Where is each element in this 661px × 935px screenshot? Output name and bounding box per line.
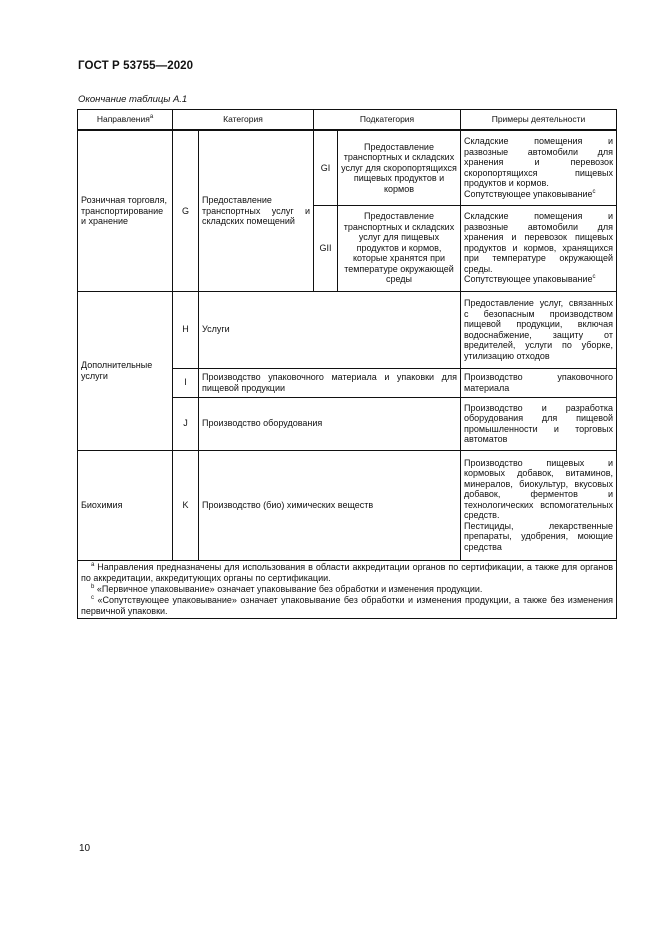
- table-notes: [78, 560, 617, 618]
- subcategory-name-gii: Предоставление транспортных и складских услуг для пищевых продуктов и кормов, которые хранятся при температуре окружающей среды: [338, 205, 461, 291]
- table-header-row: [78, 110, 617, 131]
- example-k: Производство пищевых и кормовых добавок, витаминов, минералов, биокультур, вкусовых добавок, ферментов и технологических вспомогательных средств. Пестициды, лекарственные препараты, удобрения, моющие средства: [461, 450, 617, 560]
- category-code-j: J: [173, 397, 199, 450]
- table-row: [78, 291, 617, 368]
- header-direction: Направления$^а$: [78, 110, 173, 131]
- table-notes-row: [78, 560, 617, 618]
- example-j: Производство и разработка оборудования для пищевой промышленности и торговых автоматов: [461, 397, 617, 450]
- table-caption: Окончание таблицы А.1: [78, 94, 188, 105]
- category-code-i: I: [173, 368, 199, 397]
- header-examples: Примеры деятельности: [461, 110, 617, 131]
- category-code-k: K: [173, 450, 199, 560]
- category-code-h: H: [173, 291, 199, 368]
- category-name-i: Производство упаковочного материала и упаковки для пищевой продукции: [199, 368, 461, 397]
- category-name-h: Услуги: [199, 291, 461, 368]
- table-row: [78, 130, 617, 205]
- subcategory-code-gi: GI: [314, 130, 338, 205]
- example-gii: Складские помещения и развозные автомобили для хранения и перевозок пищевых продуктов и кормов, хранящихся при температуре окружающей среды. Сопутствующее упаковывание$^c$: [461, 205, 617, 291]
- page-number: 10: [79, 843, 91, 854]
- category-name-j: Производство оборудования: [199, 397, 461, 450]
- note-b: $^b$ «Первичное упаковывание» означает упаковывание без обработки и изменения продукции.: [91, 583, 483, 594]
- category-name-k: Производство (био) химических веществ: [199, 450, 461, 560]
- classification-table: [77, 109, 617, 619]
- note-a: $^а$ Направления предназначены для использования в области аккредитации органов по сертификации, а также для органов по аккредитации, аккредитующих органы по сертификации.: [81, 561, 613, 583]
- subcategory-code-gii: GII: [314, 205, 338, 291]
- category-code-g: G: [173, 130, 199, 291]
- document-header: ГОСТ Р 53755—2020: [78, 60, 194, 72]
- header-category: Категория: [173, 110, 314, 131]
- category-name-g: Предоставление транспортных услуг и складских помещений: [199, 130, 314, 291]
- direction-biochemistry: Биохимия: [78, 450, 173, 560]
- direction-retail: Розничная торговля, транспортирование и хранение: [78, 130, 173, 291]
- example-h: Предоставление услуг, связанных с безопасным производством пищевой продукции, включая водоснабжение, защиту от вредителей, услуги по уборке, утилизацию отходов: [461, 291, 617, 368]
- note-c: $^c$ «Сопутствующее упаковывание» означает упаковывание без обработки и изменения продукции, а также без изменения первичной упаковки.: [81, 594, 613, 616]
- header-subcategory: Подкатегория: [314, 110, 461, 131]
- example-gi: Складские помещения и развозные автомобили для хранения и перевозок скоропортящихся пищевых продуктов и кормов. Сопутствующее упаковывание$^c$: [461, 130, 617, 205]
- table-row: [78, 450, 617, 560]
- direction-additional: Дополнительные услуги: [78, 291, 173, 450]
- subcategory-name-gi: Предоставление транспортных и складских услуг для скоропортящихся пищевых продуктов и кормов: [338, 130, 461, 205]
- example-i: Производство упаковочного материала: [461, 368, 617, 397]
